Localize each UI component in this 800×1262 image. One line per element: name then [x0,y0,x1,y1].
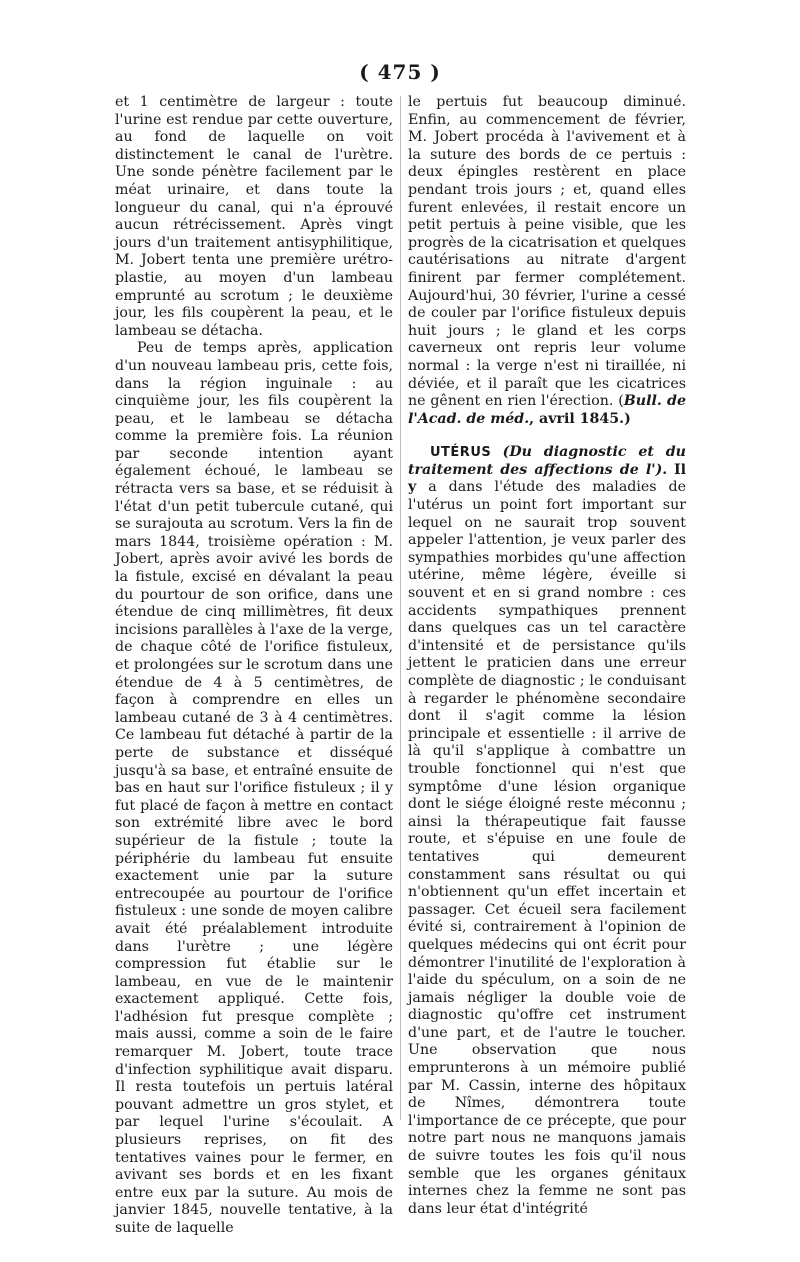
left-paragraph-2: Peu de temps après, application d'un nouveau lambeau pris, cette fois, dans la région inguinale : au cinquième jour, les fils coupèrent la peau, et le lambeau se détacha comme la première fois. La réunion par seconde intention ayant également échoué, le lambeau se rétracta vers sa base, et se réduisit à l'état d'un petit tubercule cutané, qui se surajouta au scrotum. Vers la fin de mars 1844, troisième opération : M. Jobert, après avoir avivé les bords de la fistule, excisé en dévalant la peau du pourtour de son orifice, dans une étendue de cinq millimètres, fit deux incisions parallèles à l'axe de la verge, de chaque côté de l'orifice fistuleux, et prolongées sur le scrotum dans une étendue de 4 à 5 centimètres, de façon à comprendre en elles un lambeau cutané de 3 à 4 centimètres. Ce lambeau fut détaché à partir de la perte de substance et disséqué jusqu'à sa base, et entraîné ensuite de bas en haut sur l'orifice fistuleux ; il y fut placé de façon à mettre en contact son extrémité libre avec le bord supérieur de la fistule ; toute la périphérie du lambeau fut ensuite exactement unie par la suture entrecoupée au pourtour de l'orifice fistuleux : une sonde de moyen calibre avait été préalablement introduite dans l'urètre ; une légère compression fut établie sur le lambeau, en vue de le maintenir exactement appliqué. Cette fois, l'adhésion fut presque complète ; mais aussi, comme a soin de le faire remarquer M. Jobert, toute trace d'infection syphilitique avait disparu. Il resta toutefois un pertuis latéral pouvant admettre un gros stylet, et par lequel l'urine s'écoulait. A plusieurs reprises, on fit des tentatives vaines pour le fermer, en avivant ses bords et en les fixant entre eux par la suture. Au mois de janvier 1845, nouvelle tentative, à la suite de laquelle [115,340,393,1236]
lead-words: Il y [408,461,686,496]
section-gap [408,428,686,444]
right-column [408,94,686,1218]
citation-date: , avril 1845.) [529,410,631,427]
right-paragraph-1 [408,94,686,428]
page-number: ( 475 ) [359,60,441,84]
section-subheading: (Du diagnostic et du traitement des affections de l'). [408,444,686,478]
right-paragraph-1-text: le pertuis fut beaucoup diminué. Enfin, au commencement de février, M. Jobert procéda à l'avivement et à la suture des bords de ce pertuis : deux épingles restèrent en place pendant trois jours ; et, quand elles furent enlevées, il restait encore un petit pertuis à peine visible, que les progrès de la cicatrisation et quelques cautérisations au nitrate d'argent finirent par fermer complétement. Aujourd'hui, 30 février, l'urine a cessé de couler par l'orifice fistuleux depuis huit jours ; le gland et les corps caverneux ont repris leur volume normal : la verge n'est ni tiraillée, ni déviée, et il paraît que les cicatrices ne gênent en rien l'érection. ( [408,94,686,410]
citation-source: Bull. de l'Acad. de méd. [408,393,686,427]
left-column [115,94,393,1238]
right-paragraph-2 [408,444,686,1218]
left-paragraph-1: et 1 centimètre de largeur : toute l'urine est rendue par cette ouverture, au fond de laquelle on voit distinctement le canal de l'urètre. Une sonde pénètre facilement par le méat urinaire, et dans toute la longueur du canal, qui n'a éprouvé aucun rétrécissement. Après vingt jours d'un traitement antisyphilitique, M. Jobert tenta une première urétro-plastie, au moyen d'un lambeau emprunté au scrotum ; le deuxième jour, les fils coupèrent la peau, et le lambeau se détacha. [115,94,393,339]
column-divider [400,96,401,1120]
right-paragraph-2-text: a dans l'étude des maladies de l'utérus un point fort important sur lequel on ne saurait trop souvent appeler l'attention, je veux parler des sympathies morbides qu'une affection utérine, même légère, éveille si souvent et en si grand nombre : ces accidents sympathiques prennent dans quelques cas un tel caractère d'intensité et de persistance qu'ils jettent le praticien dans une erreur complète de diagnostic ; le conduisant à regarder le phénomène secondaire dont il s'agit comme la lésion principale et essentielle : il arrive de là qu'il s'applique à combattre un trouble fonctionnel qui n'est que symptôme d'une lésion organique dont le siége éloigné reste méconnu ; ainsi la thérapeutique fait fausse route, et s'épuise en une foule de tentatives qui demeurent constamment sans résultat ou qui n'obtiennent qu'un effet incertain et passager. Cet écueil sera facilement évité si, contrairement à l'opinion de quelques médecins qui ont écrit pour démontrer l'inutilité de l'exploration à l'aide du spéculum, on a soin de ne jamais négliger la double voie de diagnostic qu'offre cet instrument d'une part, et de l'autre le toucher. Une observation que nous emprunterons à un mémoire publié par M. Cassin, interne des hôpitaux de Nîmes, démontrera toute l'importance de ce précepte, que pour notre part nous ne manquons jamais de suivre toutes les fois qu'il nous semble que les organes génitaux internes chez la femme ne sont pas dans leur état d'intégrité [408,479,687,1217]
section-heading: UTÉRUS [430,445,492,461]
